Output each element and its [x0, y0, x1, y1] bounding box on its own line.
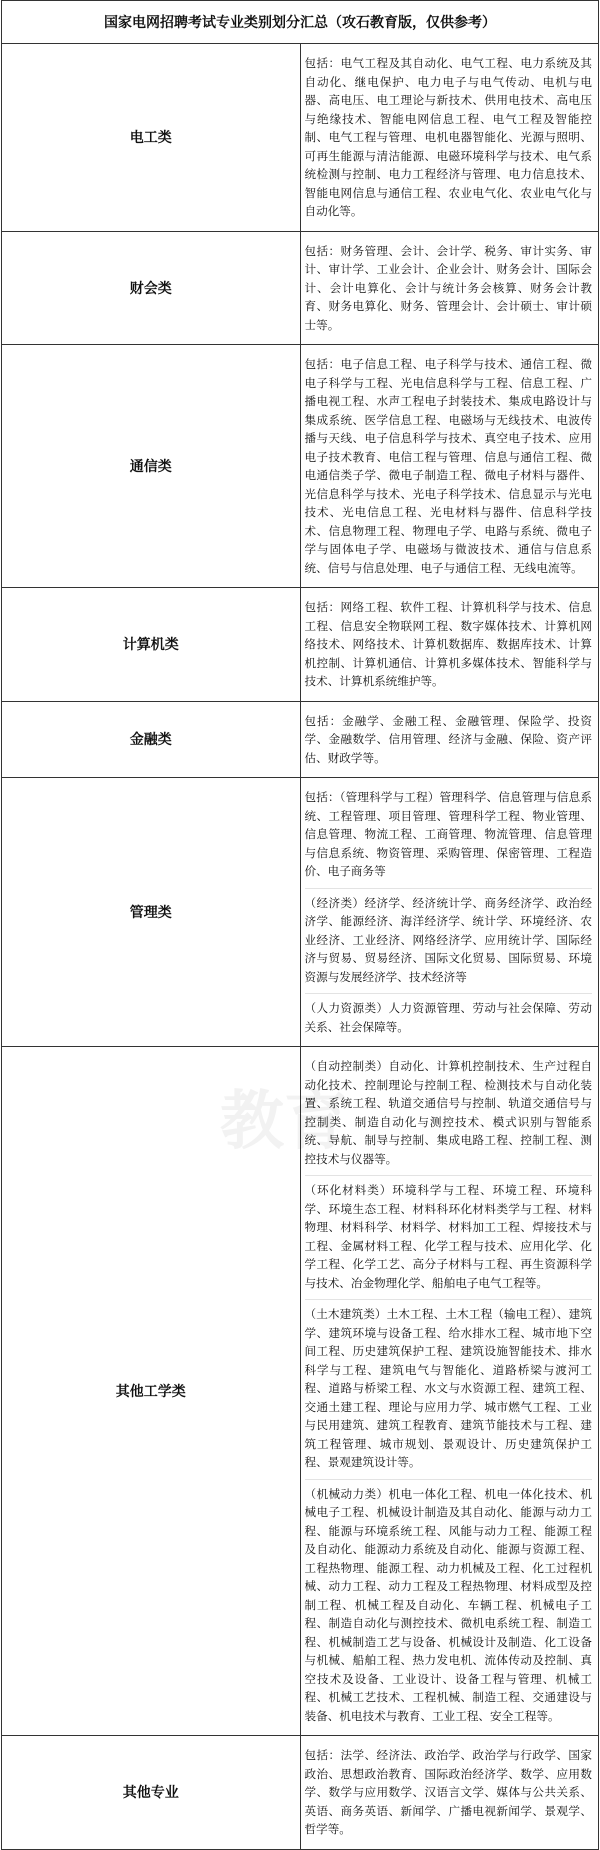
majors-text-block: （土木建筑类）土木工程、土木工程（输电工程）、建筑学、建筑环境与设备工程、给水排水工程、城市地下空间工程、历史建筑保护工程、建筑设施智能技术、排水科学与工程、建筑电气与智能化、道路桥梁与渡河工程、道路与桥梁工程、水文与水资源工程、建筑工程、交通土建工程、理论与应用力学、城市燃气工程、工业与民用建筑、建筑工程教育、建筑节能技术与工程、建筑工程管理、城市规划、景观设计、历史建筑保护工程、景观建筑设计等。 — [305, 1299, 593, 1476]
majors-text-block: 包括：（管理科学与工程）管理科学、信息管理与信息系统、工程管理、项目管理、管理科学工程、物业管理、信息管理、物流工程、工商管理、物流管理、信息管理与信息系统、物资管理、采购管理、保密管理、工程造价、电子商务等 — [304, 790, 592, 878]
majors-text-block: 包括：财务管理、会计、会计学、税务、审计实务、审计、审计学、工业会计、企业会计、财务会计、国际会计、会计电算化、会计与统计务会核算、财务会计教育、财务电算化、财务、管理会计、会计硕士、审计硕士等。 — [304, 243, 592, 332]
major-classification-table — [1, 0, 599, 1850]
category-row-jinrong — [2, 701, 599, 778]
majors-text-block: 包括：法学、经济法、政治学、政治学与行政学、国家政治、思想政治教育、国际政治经济学、数学、应用数学、数学与应用数学、汉语言文学、媒体与公共关系、英语、商务英语、新闻学、广播电视新闻学、景观学、哲学等。 — [304, 1748, 592, 1836]
category-row-diangong — [2, 44, 599, 232]
majors-text-block: 包括：电气工程及其自动化、电气工程、电力系统及其自动化、继电保护、电力电子与电气传动、电机与电器、高电压、电工理论与新技术、供用电技术、高电压与绝缘技术、智能电网信息工程、电气工程及智能控制、电气工程与管理、电机电器智能化、光源与照明、可再生能源与清洁能源、电磁环境科学与技术、电气系统检测与控制、电力工程经济与管理、电力信息技术、智能电网信息与通信工程、农业电气化、农业电气化与自动化等。 — [304, 56, 592, 218]
category-label: 财会类 — [2, 231, 301, 345]
category-label: 其他工学类 — [2, 1047, 301, 1736]
watermark-logo: 教育 — [220, 1085, 348, 1159]
majors-text-block: （机械动力类）机电一体化工程、机电一体化技术、机械电子工程、机械设计制造及其自动化、能源与动力工程、能源与环境系统工程、风能与动力工程、能源工程及自动化、能源动力系统及自动化、能源与资源工程、工程热物理、能源工程、动力机械及工程、化工过程机械、动力工程、动力工程及工程热物理、材料成型及控制工程、机械工程及自动化、车辆工程、机械电子工程、制造自动化与测控技术、微机电系统工程、制造工程、机械制造工艺与设备、机械设计及制造、化工设备与机械、船舶工程、热力发电机、流体传动及控制、真空技术及设备、工业设计、设备工程与管理、机械工程、机械工艺技术、工程机械、制造工程、交通建设与装备、机电技术与教育、工业工程、安全工程等。 — [305, 1479, 593, 1730]
category-majors — [300, 1047, 599, 1736]
category-label: 通信类 — [2, 345, 301, 588]
category-majors — [300, 778, 599, 1047]
category-row-tongxin — [2, 345, 599, 588]
category-row-qita_gongxue — [2, 1047, 599, 1736]
majors-text-block: （自动控制类）自动化、计算机控制技术、生产过程自动化技术、控制理论与控制工程、检测技术与自动化装置、系统工程、轨道交通信号与控制、轨道交通信号与控制类、制造自动化与测控技术、模式识别与智能系统、导航、制导与控制、集成电路工程、控制工程、测控技术与仪器等。 — [304, 1059, 592, 1166]
category-label: 其他专业 — [2, 1736, 301, 1850]
category-label: 计算机类 — [2, 588, 301, 702]
category-row-guanli — [2, 778, 599, 1047]
majors-text-block: （人力资源类）人力资源管理、劳动与社会保障、劳动关系、社会保障等。 — [305, 993, 593, 1040]
category-majors — [300, 345, 599, 588]
category-label: 电工类 — [2, 44, 301, 232]
majors-text-block: （环化材料类）环境科学与工程、环境工程、环境科学、环境生态工程、材料科环化材料类学与工程、材料物理、材料科学、材料学、材料加工工程、焊接技术与工程、金属材料工程、化学工程与技术、应用化学、化学工程、化学工艺、高分子材料与工程、再生资源科学与技术、冶金物理化学、船舶电子电气工程等。 — [305, 1175, 593, 1296]
majors-text-block: 包括：网络工程、软件工程、计算机科学与技术、信息工程、信息安全物联网工程、数字媒体技术、计算机网络技术、网络技术、计算机数据库、数据库技术、计算机控制、计算机通信、计算机多媒体技术、智能科学与技术、计算机系统维护等。 — [304, 600, 592, 688]
category-row-jisuanji — [2, 588, 599, 702]
category-majors — [300, 588, 599, 702]
category-label: 金融类 — [2, 701, 301, 778]
majors-text-block: 包括：电子信息工程、电子科学与技术、通信工程、微电子科学与工程、光电信息科学与工程、信息工程、广播电视工程、水声工程电子封装技术、集成电路设计与集成系统、医学信息工程、电磁场与无线技术、电波传播与天线、电子信息科学与技术、真空电子技术、应用电子技术教育、电信工程与管理、信息与通信工程、微电通信类子学、微电子制造工程、微电子材料与器件、光信息科学与技术、光电子科学技术、信息显示与光电技术、光电信息工程、光电材料与器件、信息科学技术、信息物理工程、物理电子学、电路与系统、微电子学与固体电子学、电磁场与微波技术、通信与信息系统、信号与信息处理、电子与通信工程、无线电流等。 — [304, 357, 592, 575]
majors-text-block: 包括：金融学、金融工程、金融管理、保险学、投资学、金融数学、信用管理、经济与金融、保险、资产评估、财政学等。 — [304, 713, 592, 765]
category-majors — [300, 1736, 599, 1850]
category-row-caikuai — [2, 231, 599, 345]
category-majors — [300, 44, 599, 232]
majors-text-block: （经济类）经济学、经济统计学、商务经济学、政治经济学、能源经济、海洋经济学、统计学、环境经济、农业经济、工业经济、网络经济学、应用统计学、国际经济与贸易、贸易经济、国际文化贸易、国际贸易、环境资源与发展经济学、技术经济等 — [305, 888, 593, 991]
category-majors — [300, 701, 599, 778]
title-row — [2, 1, 599, 44]
page-title: 国家电网招聘考试专业类别划分汇总（攻石教育版，仅供参考） — [2, 1, 599, 44]
category-row-qita_zhuanye — [2, 1736, 599, 1850]
category-label: 管理类 — [2, 778, 301, 1047]
category-majors — [300, 231, 599, 345]
